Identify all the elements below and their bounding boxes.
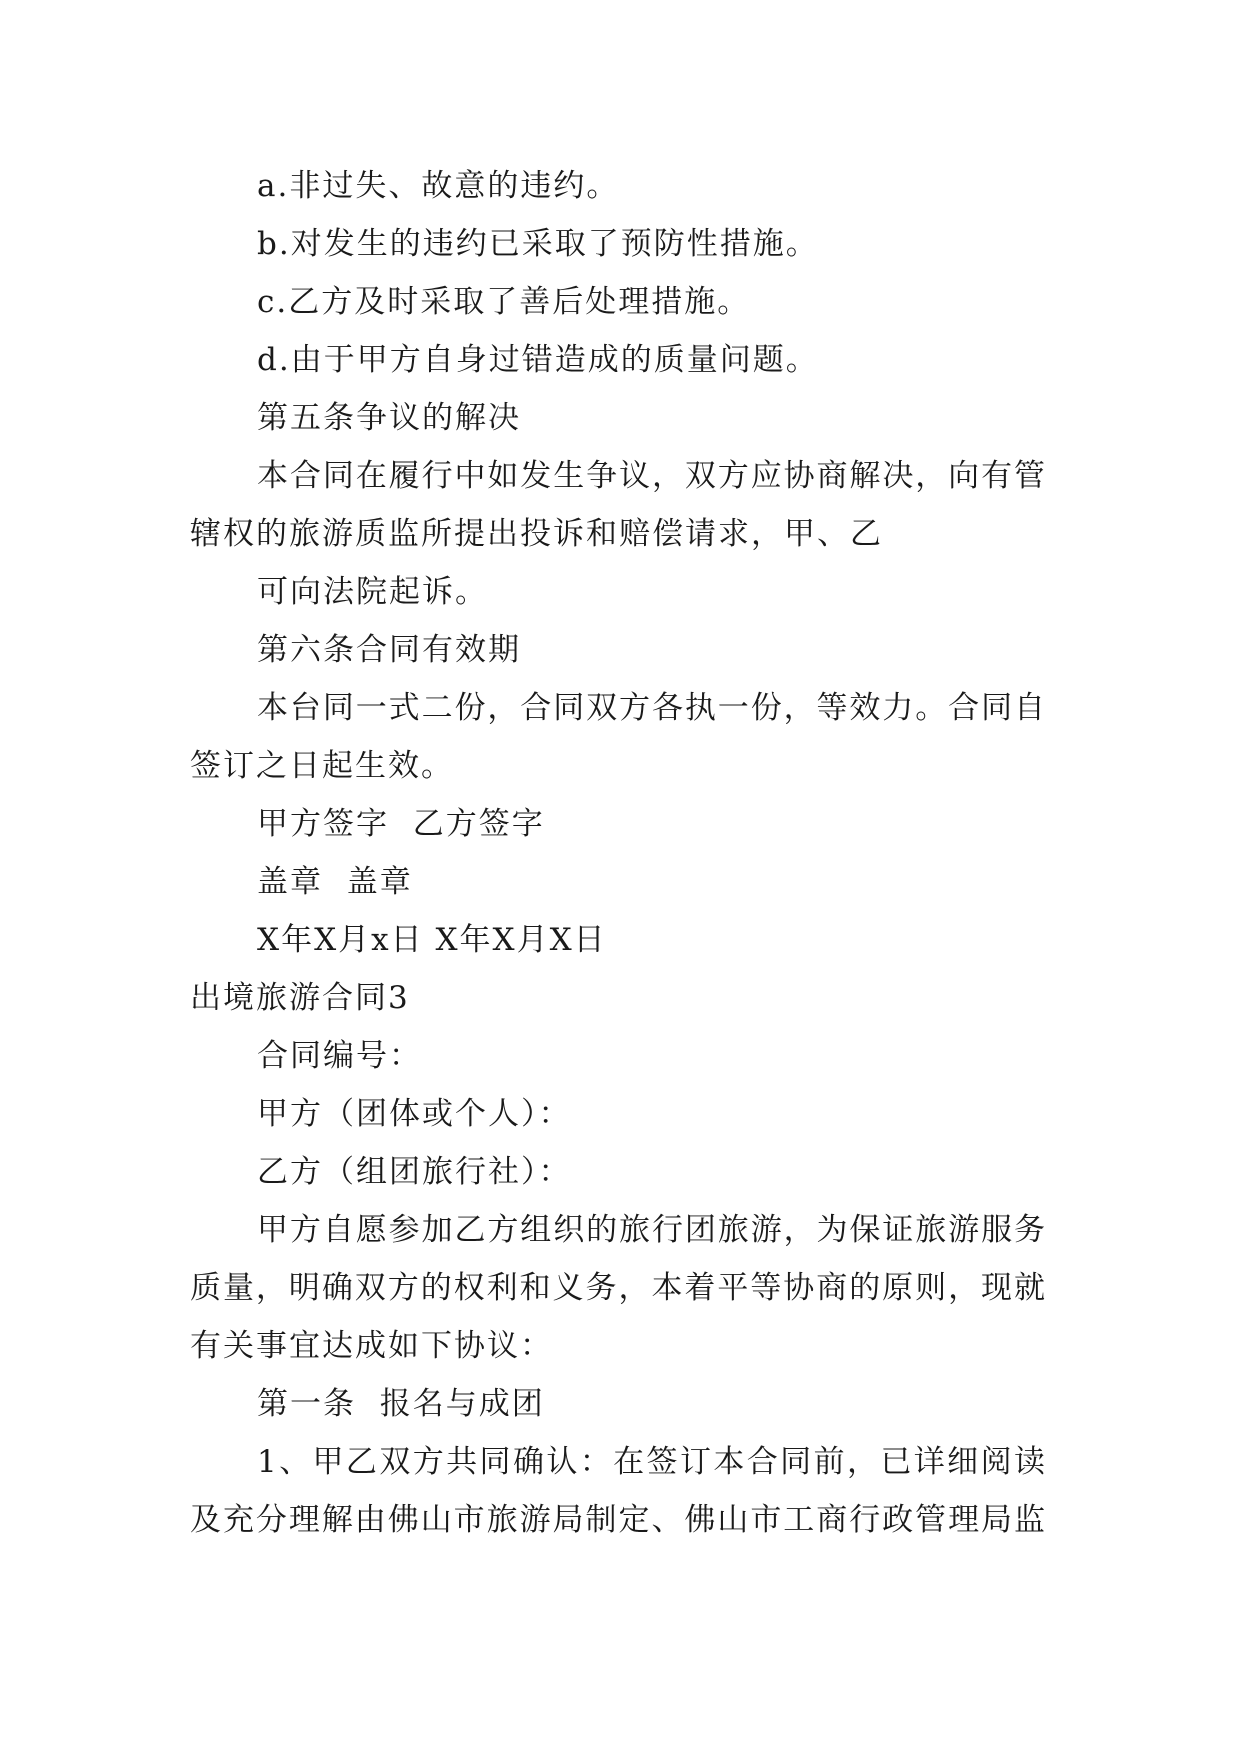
article-5-heading: 第五条争议的解决: [257, 400, 521, 436]
clause-item-c: c.乙方及时采取了善后处理措施。: [257, 284, 751, 320]
contract-title: 出境旅游合同3: [190, 980, 410, 1016]
clause-item-d: d.由于甲方自身过错造成的质量问题。: [257, 342, 819, 378]
paragraph-line: 签订之日起生效。: [190, 748, 454, 784]
paragraph-line: 及充分理解由佛山市旅游局制定、佛山市工商行政管理局监: [190, 1502, 1045, 1538]
paragraph-line: 有关事宜达成如下协议：: [190, 1328, 553, 1364]
seal-line: 盖章 盖章: [257, 864, 413, 900]
paragraph-line: 可向法院起诉。: [257, 574, 488, 610]
clause-item-b: b.对发生的违约已采取了预防性措施。: [257, 226, 819, 262]
article-6-heading: 第六条合同有效期: [257, 632, 521, 668]
paragraph-line: 辖权的旅游质监所提出投诉和赔偿请求，甲、乙: [190, 516, 883, 552]
paragraph-line: 本台同一式二份，合同双方各执一份，等效力。合同自: [257, 690, 1045, 726]
signature-line: 甲方签字 乙方签字: [257, 806, 545, 842]
paragraph-line: 本合同在履行中如发生争议，双方应协商解决，向有管: [257, 458, 1045, 494]
paragraph-line: 甲方自愿参加乙方组织的旅行团旅游，为保证旅游服务: [257, 1212, 1045, 1248]
contract-number-label: 合同编号：: [257, 1038, 422, 1074]
party-a-label: 甲方（团体或个人）：: [257, 1096, 572, 1132]
article-1-heading: 第一条 报名与成团: [257, 1386, 545, 1422]
clause-item-a: a.非过失、故意的违约。: [257, 168, 620, 204]
paragraph-line: 1、甲乙双方共同确认：在签订本合同前，已详细阅读: [257, 1444, 1045, 1480]
date-line: X年X月x日 X年X月X日: [257, 922, 607, 958]
party-b-label: 乙方（组团旅行社）：: [257, 1154, 572, 1190]
paragraph-line: 质量，明确双方的权利和义务，本着平等协商的原则，现就: [190, 1270, 1045, 1306]
